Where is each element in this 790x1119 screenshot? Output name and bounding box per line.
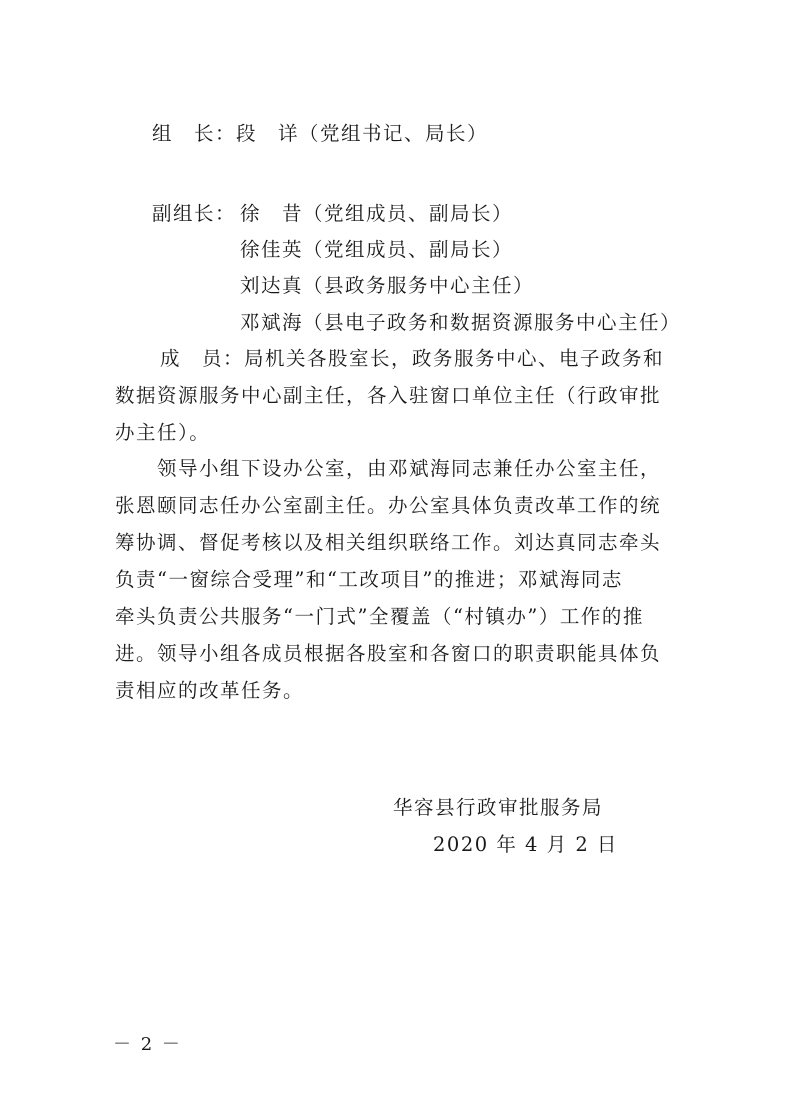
leader-line [152, 121, 488, 147]
office-line-3: 筹协调、督促考核以及相关组织联络工作。刘达真同志牵头 [115, 531, 662, 554]
signature-org: 华容县行政审批服务局 [393, 796, 604, 819]
office-line-1: 领导小组下设办公室，由邓斌海同志兼任办公室主任， [157, 457, 662, 480]
signature-date: 2020 年 4 月 2 日 [433, 833, 618, 856]
office-line-6: 进。领导小组各成员根据各股室和各窗口的职责职能具体负 [115, 642, 662, 665]
deputy-member-3: 刘达真（县政务服务中心主任） [240, 274, 535, 297]
page-number: － 2 － [113, 1034, 182, 1055]
leader-label: 组 长： [152, 122, 237, 145]
leader-value: 段 详（党组书记、局长） [236, 122, 489, 145]
deputy-member-1: 徐 昔（党组成员、副局长） [240, 202, 514, 225]
deputy-member-2: 徐佳英（党组成员、副局长） [240, 238, 514, 261]
deputy-member-4: 邓斌海（县电子政务和数据资源服务中心主任） [240, 311, 682, 334]
members-line-3: 办主任）。 [115, 421, 211, 444]
deputy-label: 副组长： [152, 202, 237, 225]
members-line-2: 数据资源服务中心副主任，各入驻窗口单位主任（行政审批 [115, 384, 662, 407]
office-line-4: 负责“一窗综合受理”和“工改项目”的推进；邓斌海同志 [115, 568, 623, 591]
members-line-1: 成 员：局机关各股室长，政务服务中心、电子政务和 [160, 347, 665, 370]
office-line-2: 张恩颐同志任办公室副主任。办公室具体负责改革工作的统 [115, 494, 662, 517]
office-line-7: 责相应的改革任务。 [115, 679, 305, 702]
office-line-5: 牵头负责公共服务“一门式”全覆盖（“村镇办”）工作的推 [115, 605, 644, 628]
